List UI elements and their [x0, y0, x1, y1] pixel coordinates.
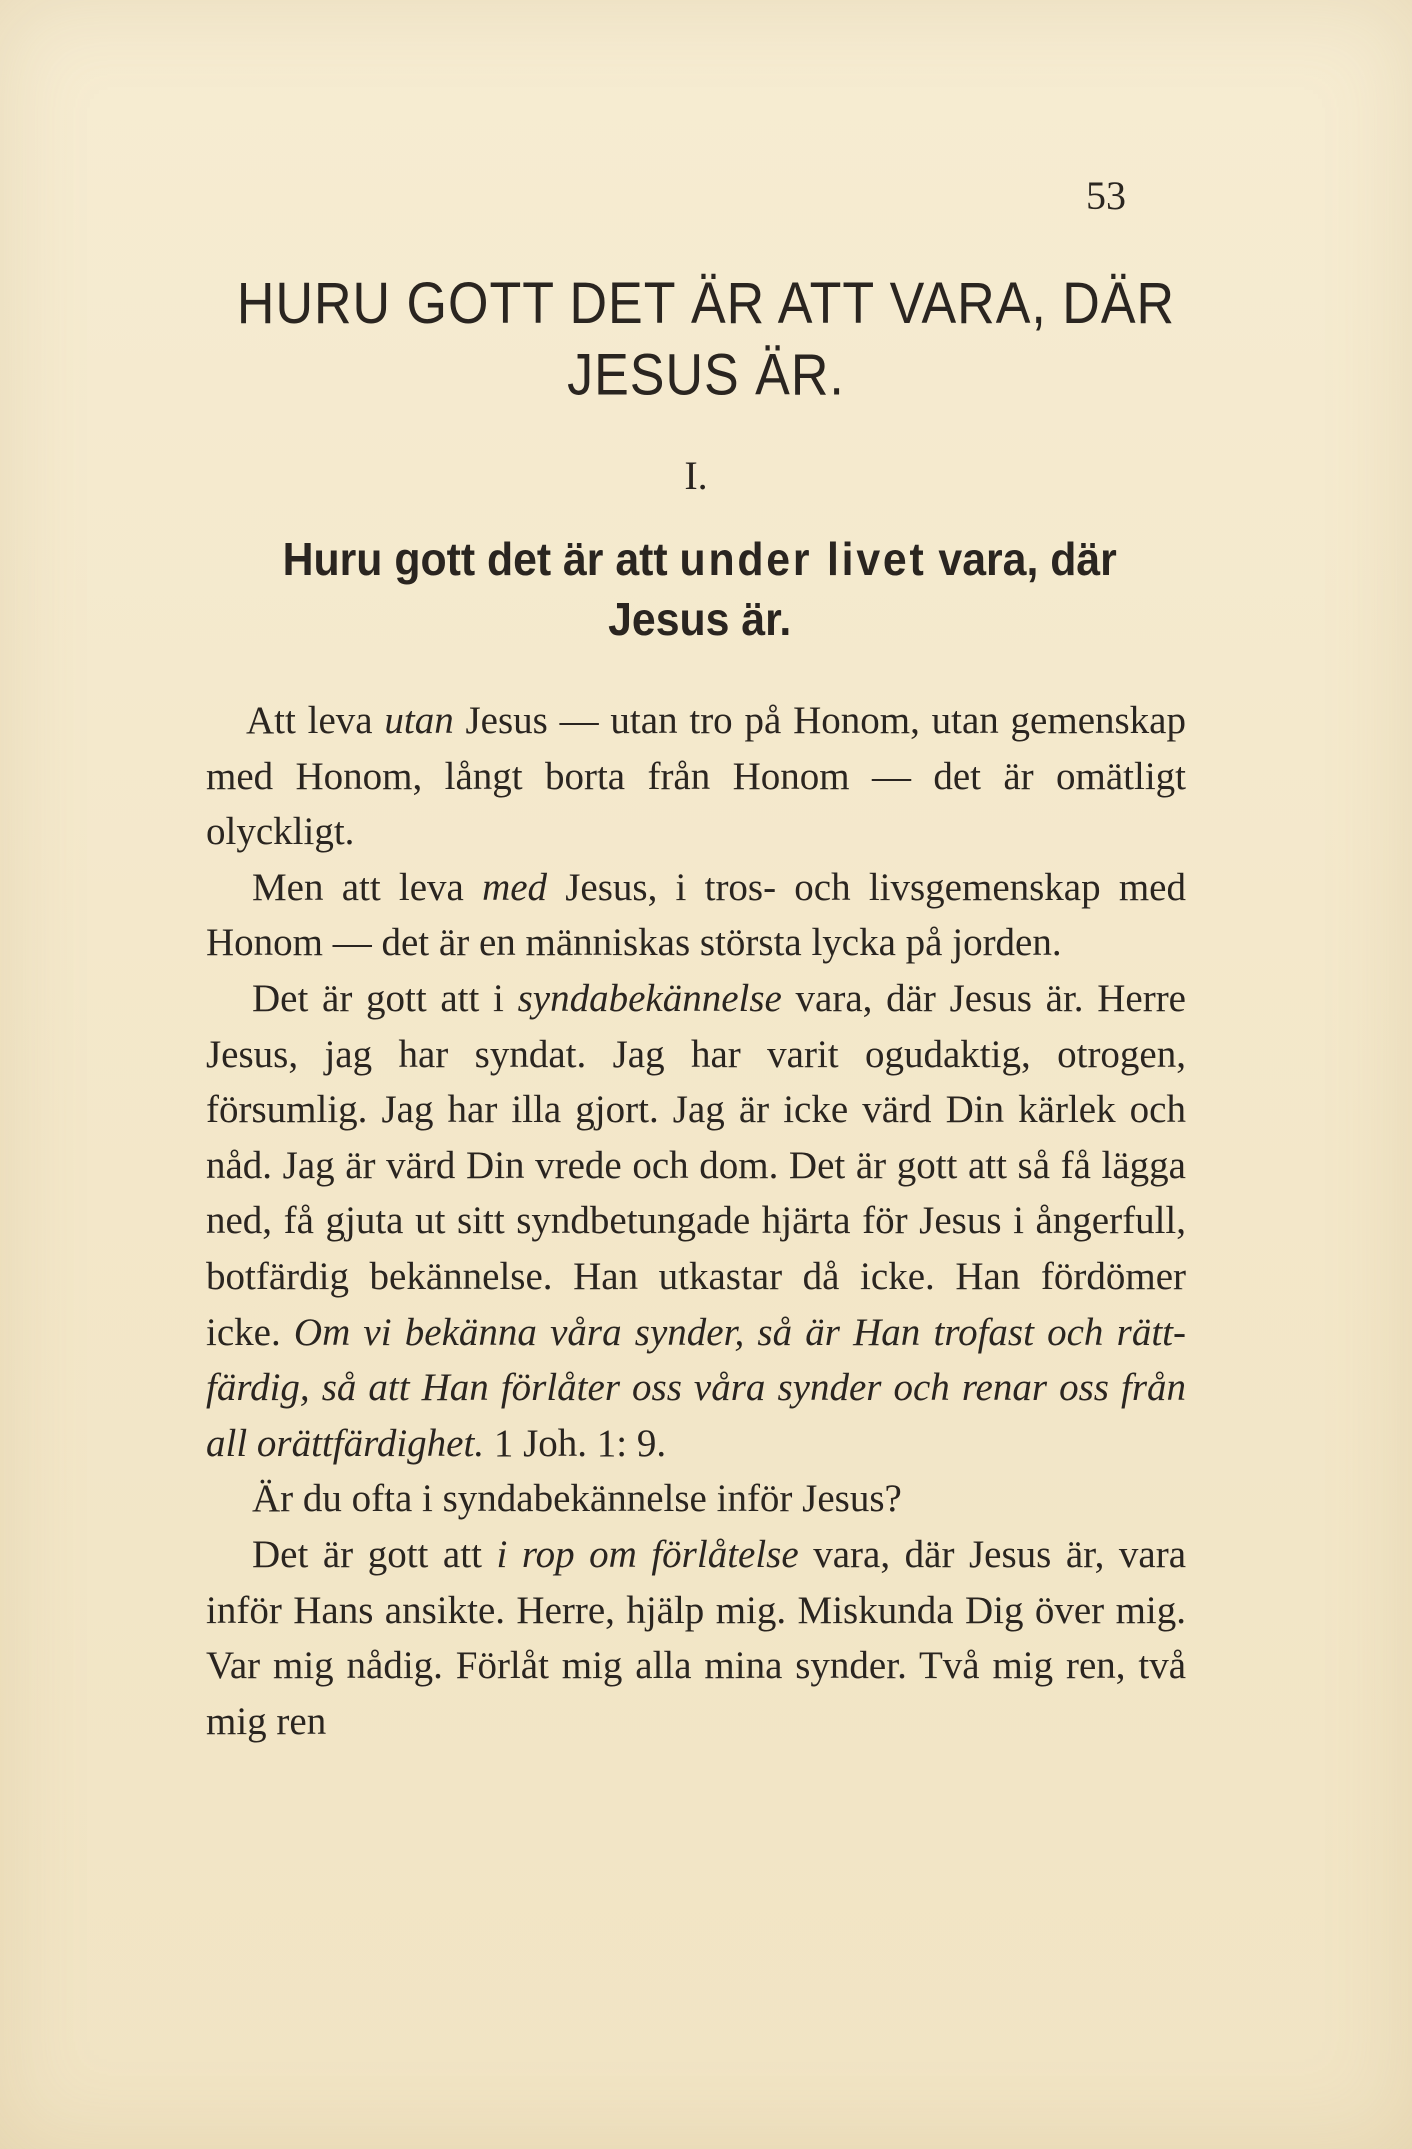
p1-text-a: Att leva — [246, 699, 385, 742]
p3-scripture-reference: 1 Joh. 1: 9. — [484, 1421, 667, 1465]
p4-text-a: Är du ofta i syndabekännelse inför Jesus? — [252, 1477, 902, 1521]
p3-text-a: Det är gott att i — [252, 976, 518, 1020]
paragraph-2 — [206, 860, 1186, 971]
p2-emphasis: med — [482, 865, 548, 909]
p3-text-b: vara, där Jesus är. Herre Jesus, jag har syndat. Jag har varit ogudaktig, otrogen, försumlig. Jag har illa gjort. Jag är icke värd Din kärlek och nåd. Jag är värd Din vrede och dom. Det är gott att så få lägga ned, få gjuta ut sitt syndbetungade hjärta för Jesus i ångerfull, botfärdig bekännelse. Han utkastar då icke. Han fördömer icke. — [206, 976, 1186, 1354]
page-number: 53 — [1086, 173, 1126, 218]
p2-text-b: Jesus, i tros- och livsgemenskap med Honom — det är en människas största lycka på jorden. — [206, 865, 1186, 965]
paragraph-3 — [206, 971, 1186, 1471]
p1-text-b: Jesus — utan tro på Honom, utan gemenskap med Honom, långt borta från Honom — det är omätligt olyckligt. — [206, 699, 1186, 854]
p5-text-a: Det är gott att — [252, 1532, 497, 1576]
section-number: I. — [684, 453, 708, 498]
p5-emphasis: i rop om förlåtelse — [496, 1532, 799, 1576]
subtitle-part-2: vara, där Jesus är. — [608, 533, 1117, 645]
p1-emphasis: utan — [384, 699, 454, 742]
body-text — [206, 693, 1186, 1749]
p3-scripture-quote: Om vi bekänna våra synder, så är Han trofast och rättfärdig, så att Han förlåter oss våra synder och renar oss från all orättfärdighet. — [206, 1310, 1186, 1465]
paragraph-5 — [206, 1527, 1186, 1749]
chapter-title: HURU GOTT DET ÄR ATT VARA, DÄR JESUS ÄR. — [236, 271, 1176, 408]
section-subtitle — [240, 529, 1151, 649]
p5-text-b: vara, där Jesus är, vara inför Hans ansikte. Herre, hjälp mig. Miskunda Dig över mig. Var mig nådig. Förlåt mig alla mina synder. Två mig ren, två mig ren — [206, 1532, 1187, 1743]
subtitle-part-1: Huru gott det är att — [282, 533, 680, 585]
paragraph-4 — [206, 1471, 1186, 1527]
p2-text-a: Men att leva — [252, 865, 483, 909]
p3-emphasis-1: syndabekännelse — [517, 976, 782, 1020]
subtitle-spaced-phrase: under livet — [679, 533, 927, 585]
text-block — [206, 268, 1186, 1749]
paragraph-1 — [206, 693, 1186, 860]
